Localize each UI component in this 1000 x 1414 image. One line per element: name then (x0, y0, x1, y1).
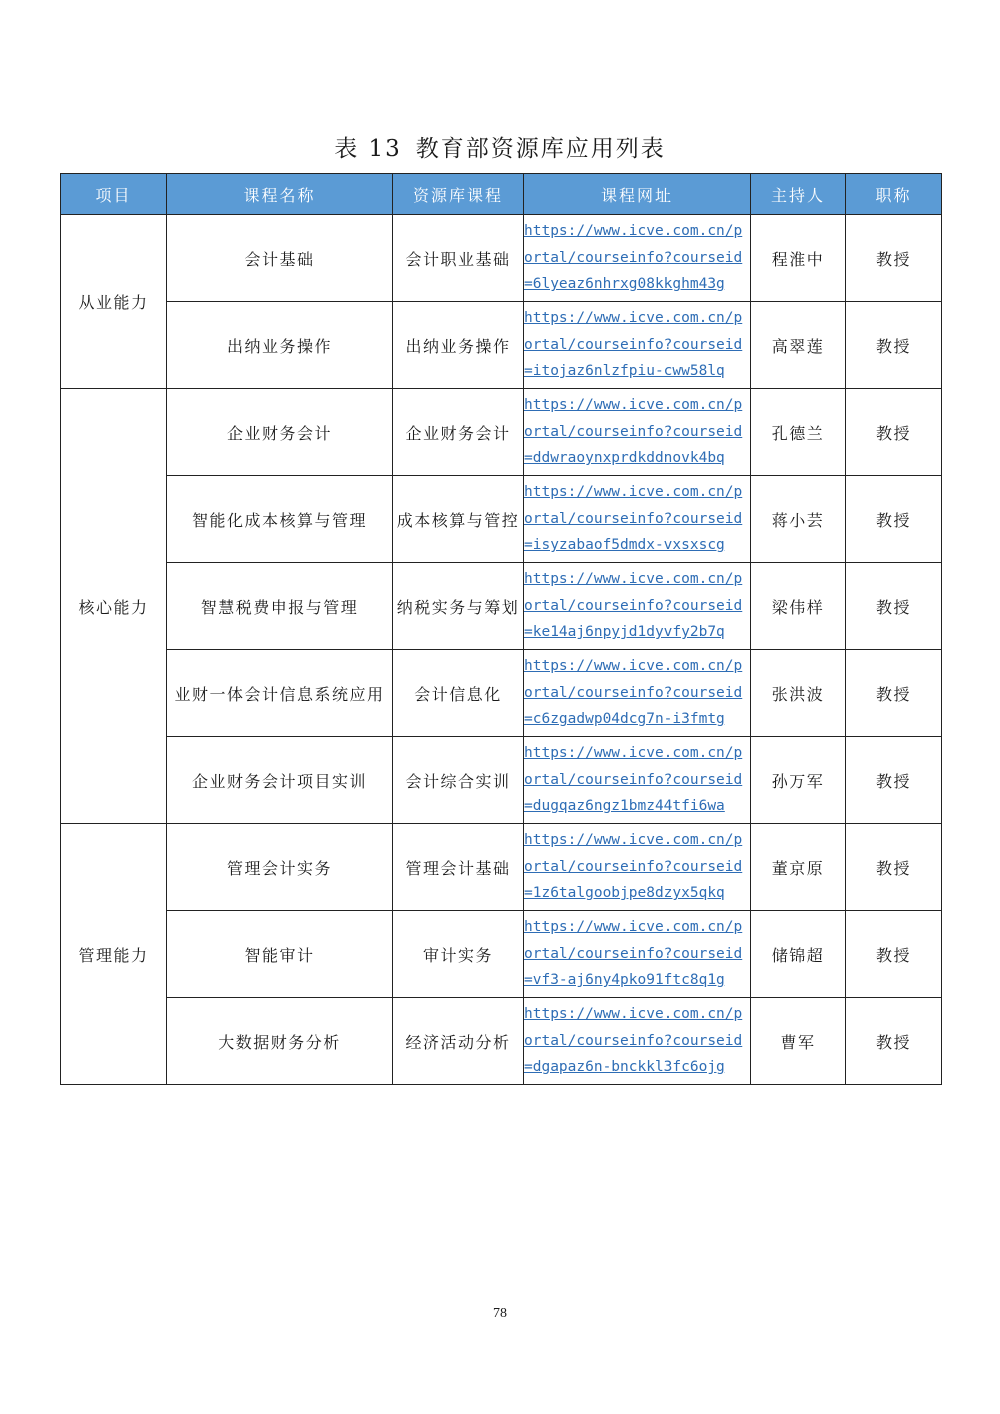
host-cell: 储锦超 (751, 911, 846, 998)
title-cell: 教授 (846, 302, 942, 389)
group-cell: 从业能力 (61, 215, 167, 389)
table-caption-text: 教育部资源库应用列表 (415, 136, 666, 162)
library-course-cell: 审计实务 (393, 911, 524, 998)
course-url-link[interactable]: https://www.icve.com.cn/portal/courseinfo?courseid=dgapaz6n-bnckkl3fc6ojg (524, 1006, 743, 1076)
course-name-cell: 智慧税费申报与管理 (167, 563, 393, 650)
table-row (61, 737, 942, 824)
course-url-link[interactable]: https://www.icve.com.cn/portal/courseinfo?courseid=6lyeaz6nhrxg08kkghm43g (524, 223, 743, 293)
page-number: 78 (493, 1306, 507, 1321)
library-course-cell: 会计职业基础 (393, 215, 524, 302)
header-host: 主持人 (751, 174, 846, 215)
title-cell: 教授 (846, 998, 942, 1085)
title-cell: 教授 (846, 563, 942, 650)
url-cell (524, 389, 751, 476)
library-course-cell: 经济活动分析 (393, 998, 524, 1085)
title-cell: 教授 (846, 824, 942, 911)
library-course-cell: 成本核算与管控 (393, 476, 524, 563)
table-caption-number: 表 13 (334, 136, 402, 162)
course-name-cell: 企业财务会计 (167, 389, 393, 476)
course-url-link[interactable]: https://www.icve.com.cn/portal/courseinfo?courseid=itojaz6nlzfpiu-cww58lq (524, 310, 743, 380)
course-url-link[interactable]: https://www.icve.com.cn/portal/courseinfo?courseid=c6zgadwp04dcg7n-i3fmtg (524, 658, 743, 728)
title-cell: 教授 (846, 215, 942, 302)
course-name-cell: 出纳业务操作 (167, 302, 393, 389)
table-row (61, 215, 942, 302)
table-row (61, 824, 942, 911)
library-course-cell: 纳税实务与筹划 (393, 563, 524, 650)
url-cell (524, 998, 751, 1085)
title-cell: 教授 (846, 476, 942, 563)
title-cell: 教授 (846, 389, 942, 476)
course-url-link[interactable]: https://www.icve.com.cn/portal/courseinfo?courseid=ddwraoynxprdkddnovk4bq (524, 397, 743, 467)
host-cell: 孔德兰 (751, 389, 846, 476)
title-cell: 教授 (846, 737, 942, 824)
host-cell: 梁伟样 (751, 563, 846, 650)
table-body (61, 215, 942, 1085)
table-row (61, 650, 942, 737)
library-course-cell: 出纳业务操作 (393, 302, 524, 389)
host-cell: 董京原 (751, 824, 846, 911)
url-cell (524, 302, 751, 389)
header-library-course: 资源库课程 (393, 174, 524, 215)
header-row (61, 174, 942, 215)
host-cell: 蒋小芸 (751, 476, 846, 563)
course-url-link[interactable]: https://www.icve.com.cn/portal/courseinfo?courseid=ke14aj6npyjd1dyvfy2b7q (524, 571, 743, 641)
course-name-cell: 企业财务会计项目实训 (167, 737, 393, 824)
title-cell: 教授 (846, 911, 942, 998)
course-name-cell: 大数据财务分析 (167, 998, 393, 1085)
course-url-link[interactable]: https://www.icve.com.cn/portal/courseinfo?courseid=isyzabaof5dmdx-vxsxscg (524, 484, 743, 554)
url-cell (524, 737, 751, 824)
group-cell: 核心能力 (61, 389, 167, 824)
table-row (61, 302, 942, 389)
library-course-cell: 会计综合实训 (393, 737, 524, 824)
url-cell (524, 824, 751, 911)
table-row (61, 911, 942, 998)
course-url-link[interactable]: https://www.icve.com.cn/portal/courseinfo?courseid=vf3-aj6ny4pko91ftc8q1g (524, 919, 743, 989)
header-title: 职称 (846, 174, 942, 215)
library-course-cell: 管理会计基础 (393, 824, 524, 911)
header-course-name: 课程名称 (167, 174, 393, 215)
header-course-url: 课程网址 (524, 174, 751, 215)
host-cell: 程淮中 (751, 215, 846, 302)
table-row (61, 998, 942, 1085)
course-name-cell: 业财一体会计信息系统应用 (167, 650, 393, 737)
header-project: 项目 (61, 174, 167, 215)
library-course-cell: 企业财务会计 (393, 389, 524, 476)
course-name-cell: 管理会计实务 (167, 824, 393, 911)
course-name-cell: 智能审计 (167, 911, 393, 998)
group-cell: 管理能力 (61, 824, 167, 1085)
host-cell: 孙万军 (751, 737, 846, 824)
course-name-cell: 会计基础 (167, 215, 393, 302)
course-url-link[interactable]: https://www.icve.com.cn/portal/courseinfo?courseid=dugqaz6ngz1bmz44tfi6wa (524, 745, 743, 815)
table-row (61, 476, 942, 563)
course-name-cell: 智能化成本核算与管理 (167, 476, 393, 563)
course-url-link[interactable]: https://www.icve.com.cn/portal/courseinfo?courseid=1z6talgoobjpe8dzyx5qkq (524, 832, 743, 902)
table-caption (0, 130, 1000, 163)
host-cell: 曹军 (751, 998, 846, 1085)
table-header (61, 174, 942, 215)
url-cell (524, 650, 751, 737)
url-cell (524, 563, 751, 650)
host-cell: 张洪波 (751, 650, 846, 737)
title-cell: 教授 (846, 650, 942, 737)
table-row (61, 389, 942, 476)
host-cell: 高翠莲 (751, 302, 846, 389)
resource-library-table (60, 173, 942, 1085)
url-cell (524, 911, 751, 998)
table-row (61, 563, 942, 650)
library-course-cell: 会计信息化 (393, 650, 524, 737)
url-cell (524, 215, 751, 302)
url-cell (524, 476, 751, 563)
